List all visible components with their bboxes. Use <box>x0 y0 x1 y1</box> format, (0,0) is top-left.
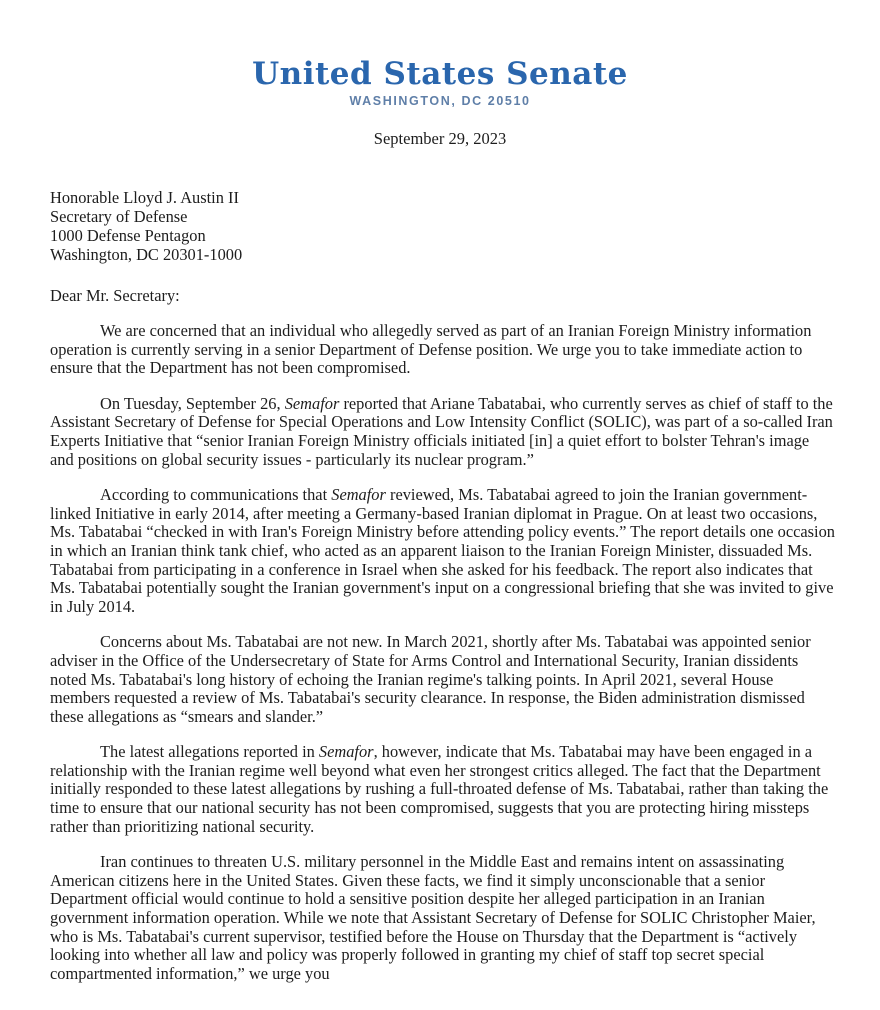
recipient-line-street: 1000 Defense Pentagon <box>50 226 206 245</box>
salutation: Dear Mr. Secretary: <box>50 286 180 305</box>
paragraph-2 <box>50 395 836 469</box>
paragraph-text: Iran continues to threaten U.S. military personnel in the Middle East and remains intent on assassinating American citizens here in the United States. Given these facts, we find it simply unconscionable that a senior Department official would continue to hold a sensitive position despite her alleged participation in an Iranian government information operation. While we note that Assistant Secretary of Defense for SOLIC Christopher Maier, who is Ms. Tabatabai's current supervisor, testified before the House on Thursday that the Department is “actively looking into whether all law and policy was properly followed in granting my chief of staff top secret special compartmented information,” we urge you <box>50 852 816 983</box>
paragraph-text: The latest allegations reported in <box>100 742 319 762</box>
paragraph-text: We are concerned that an individual who allegedly served as part of an Iranian Foreign Ministry information operation is currently serving in a senior Department of Defense position. We urge you to take immediate action to ensure that the Department has not been compromised. <box>50 321 812 378</box>
letter-date: September 29, 2023 <box>373 129 507 148</box>
senate-title: United States Senate <box>252 56 628 92</box>
senate-address: WASHINGTON, DC 20510 <box>349 94 531 108</box>
paragraph-text: , however, indicate that Ms. Tabatabai may have been engaged in a relationship with the Iranian regime well beyond what even her strongest critics alleged. The fact that the Department initially responded to these latest allegations by rushing a full-throated defense of Ms. Tabatabai, rather than taking the time to ensure that our national security has not been compromised, suggests that you are protecting hiring missteps rather than prioritizing national security. <box>50 742 829 836</box>
publication-name: Semafor <box>318 742 374 762</box>
publication-name: Semafor <box>331 485 386 505</box>
recipient-line-city: Washington, DC 20301-1000 <box>50 245 243 264</box>
publication-name: Semafor <box>284 393 340 413</box>
recipient-line-title: Secretary of Defense <box>50 207 188 226</box>
recipient-block <box>50 188 836 264</box>
paragraph-4 <box>50 633 836 726</box>
paragraph-text: reviewed, Ms. Tabatabai agreed to join the Iranian government-linked Initiative in early 2014, after meeting a Germany-based Iranian diplomat in Prague. On at least two occasions, Ms. Tabatabai “checked in with Iran's Foreign Ministry before attending policy events.” The report details one occasion in which an Iranian think tank chief, who acted as an apparent liaison to the Iranian Foreign Minister, dissuaded Ms. Tabatabai from participating in a conference in Israel when she asked for his feedback. The report also indicates that Ms. Tabatabai potentially sought the Iranian government's input on a congressional briefing that she was invited to give in July 2014. <box>50 485 835 616</box>
letter-body <box>50 322 836 983</box>
recipient-line-name: Honorable Lloyd J. Austin II <box>50 188 239 207</box>
paragraph-text: According to communications that <box>100 485 332 505</box>
paragraph-text: Concerns about Ms. Tabatabai are not new. In March 2021, shortly after Ms. Tabatabai was appointed senior adviser in the Office of the Undersecretary of State for Arms Control and International Security, Iranian dissidents noted Ms. Tabatabai's long history of echoing the Iranian regime's talking points. In April 2021, several House members requested a review of Ms. Tabatabai's security clearance. In response, the Biden administration dismissed these allegations as “smears and slander.” <box>50 632 811 726</box>
paragraph-text: reported that Ariane Tabatabai, who currently serves as chief of staff to the Assistant Secretary of Defense for Special Operations and Low Intensity Conflict (SOLIC), was part of a so-called Iran Experts Initiative that “senior Iranian Foreign Ministry officials initiated [in] a quiet effort to bolster Tehran's image and positions on global security issues - particularly its nuclear program.” <box>50 393 833 469</box>
paragraph-6 <box>50 853 836 983</box>
letterhead <box>0 0 880 109</box>
paragraph-text: On Tuesday, September 26, <box>100 393 285 413</box>
paragraph-3 <box>50 486 836 616</box>
paragraph-1 <box>50 322 836 378</box>
letter-content <box>50 188 836 983</box>
paragraph-5 <box>50 743 836 836</box>
